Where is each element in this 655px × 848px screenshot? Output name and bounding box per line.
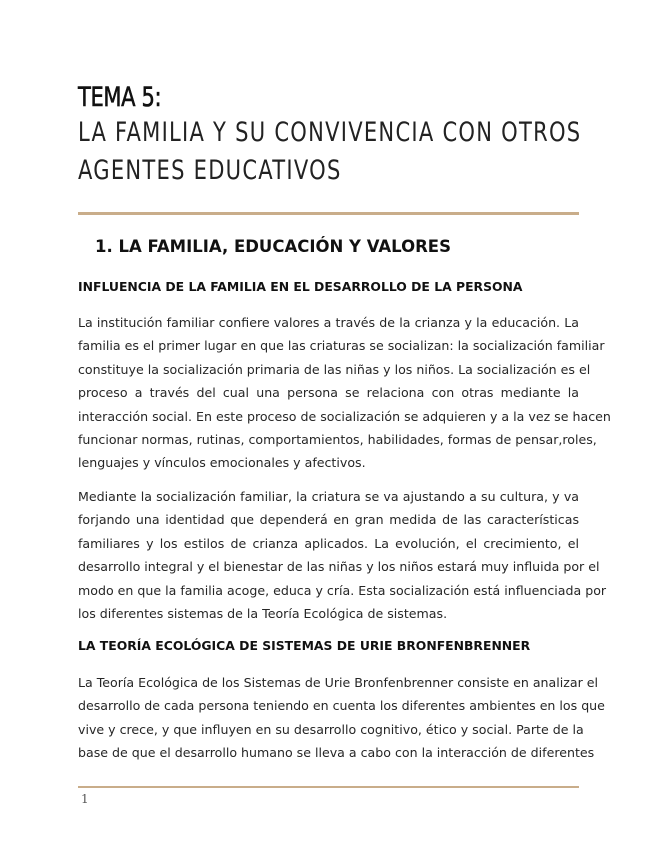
paragraph-3-line: desarrollo de cada persona teniendo en cuenta los diferentes ambientes en los que [78,698,605,714]
tema-label: TEMA 5: [78,82,162,113]
paragraph-3-line: La Teoría Ecológica de los Sistemas de Urie Bronfenbrenner consiste en analizar el [78,675,599,690]
page-number: 1 [81,792,89,806]
paragraph-1-line: familia es el primer lugar en que las criaturas se socializan: la socialización familiar [78,338,605,354]
paragraph-1-line: interacción social. En este proceso de socialización se adquieren y a la vez se hacen [78,408,611,424]
paragraph-1-line: funcionar normas, rutinas, comportamientos, habilidades, formas de pensar,roles, [78,432,597,448]
footer-divider [78,786,579,788]
title-block [78,82,580,190]
paragraph-3-line: base de que el desarrollo humano se lleva a cabo con la interacción de diferentes [78,745,595,761]
paragraph-2-line: los diferentes sistemas de la Teoría Ecológica de sistemas. [78,606,448,622]
tema-title-line-1: LA FAMILIA Y SU CONVIVENCIA CON OTROS [78,117,582,148]
tema-title-line-2: AGENTES EDUCATIVOS [78,155,342,186]
paragraph-1-line: lenguajes y vínculos emocionales y afectivos. [78,455,366,471]
paragraph-1-line: proceso a través del cual una persona se relaciona con otras mediante la [78,385,579,401]
section-heading: 1. LA FAMILIA, EDUCACIÓN Y VALORES [95,237,451,256]
paragraph-2-line: forjando una identidad que dependerá en gran medida de las características [78,512,579,528]
paragraph-1 [78,311,611,475]
paragraph-1-line: constituye la socialización primaria de las niñas y los niños. La socialización es el [78,361,591,377]
paragraph-2-line: Mediante la socialización familiar, la criatura se va ajustando a su cultura, y va [78,489,579,504]
paragraph-2-line: familiares y los estilos de crianza aplicados. La evolución, el crecimiento, el [78,535,579,551]
paragraph-2-line: modo en que la familia acoge, educa y cría. Esta socialización está influenciada por [78,582,607,598]
paragraph-1-line: La institución familiar confiere valores a través de la crianza y la educación. La [78,315,579,330]
title-divider [78,212,579,215]
paragraph-2-line: desarrollo integral y el bienestar de las niñas y los niños estará muy influida por el [78,559,600,575]
paragraph-3 [78,671,605,765]
subheading-teoria-ecologica: LA TEORÍA ECOLÓGICA DE SISTEMAS DE URIE BRONFENBRENNER [78,638,531,653]
paragraph-2 [78,485,607,625]
paragraph-3-line: vive y crece, y que influyen en su desarrollo cognitivo, ético y social. Parte de la [78,721,584,737]
subheading-influencia: INFLUENCIA DE LA FAMILIA EN EL DESARROLLO DE LA PERSONA [78,279,523,294]
